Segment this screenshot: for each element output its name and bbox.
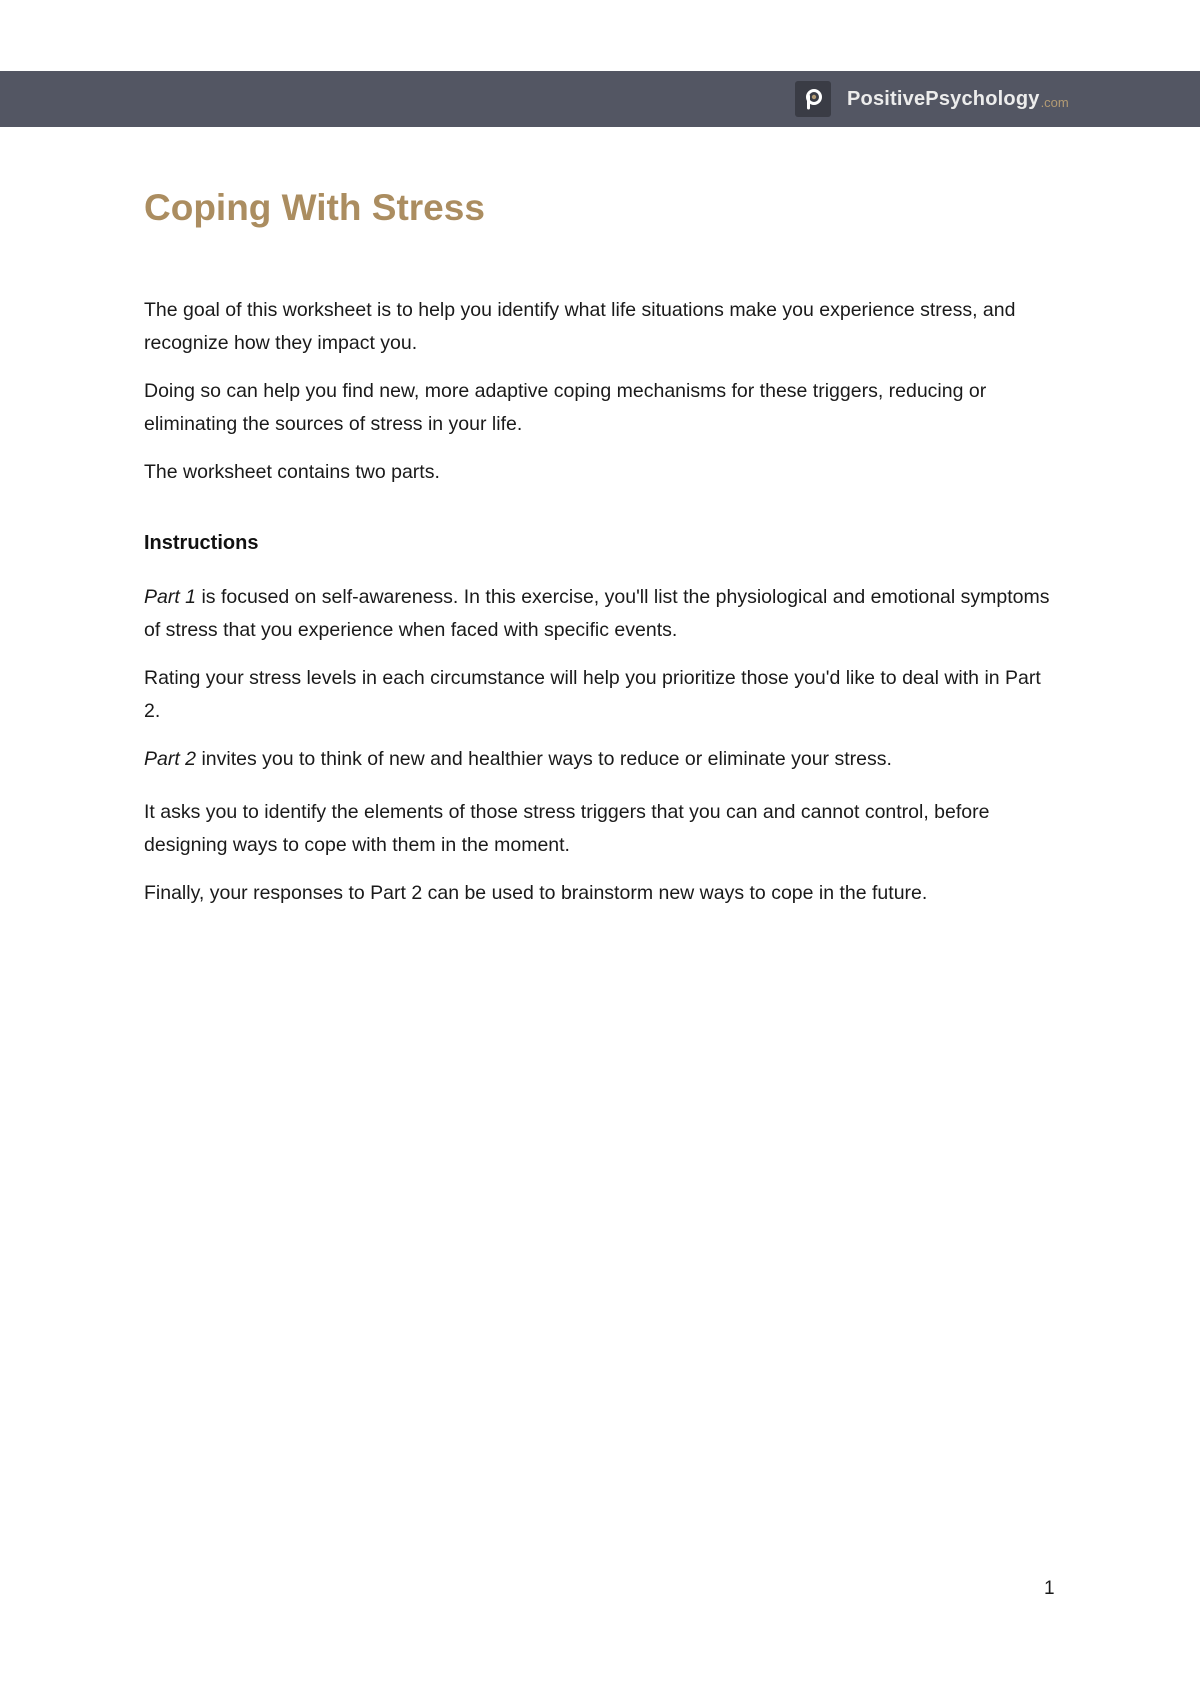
intro-paragraph-parts: The worksheet contains two parts. [144, 461, 440, 483]
controls-paragraph: It asks you to identify the elements of those stress triggers that you can and cannot control, before designing ways to cope with them in the moment. [144, 801, 990, 856]
intro-paragraph-goal: The goal of this worksheet is to help you identify what life situations make you experience stress, and recognize how they impact you. [144, 299, 1016, 354]
p-logo-icon [795, 81, 831, 117]
part2-text: invites you to think of new and healthier ways to reduce or eliminate your stress. [196, 748, 892, 770]
part2-label: Part 2 [144, 748, 197, 770]
page-number: 1 [1044, 1578, 1055, 1599]
brand-logo-link[interactable] [795, 81, 1069, 117]
document-content [144, 180, 1054, 925]
part1-paragraph [144, 581, 1054, 647]
brand-name: PositivePsychology [847, 87, 1040, 110]
part1-text: is focused on self-awareness. In this exercise, you'll list the physiological and emotional symptoms of stress that you experience when faced with specific events. [144, 586, 1050, 641]
intro-paragraph-benefit: Doing so can help you find new, more adaptive coping mechanisms for these triggers, reducing or eliminating the sources of stress in your life. [144, 380, 987, 435]
final-paragraph: Finally, your responses to Part 2 can be used to brainstorm new ways to cope in the future. [144, 882, 928, 904]
instructions-heading: Instructions [144, 532, 259, 554]
header-bar [0, 71, 1200, 127]
rating-paragraph: Rating your stress levels in each circumstance will help you prioritize those you'd like to deal with in Part 2. [144, 667, 1041, 722]
part2-paragraph [144, 743, 1054, 776]
brand-tld: .com [1040, 94, 1069, 110]
page-title: Coping With Stress [144, 187, 485, 228]
intro-section [144, 294, 1054, 489]
part1-label: Part 1 [144, 586, 197, 608]
